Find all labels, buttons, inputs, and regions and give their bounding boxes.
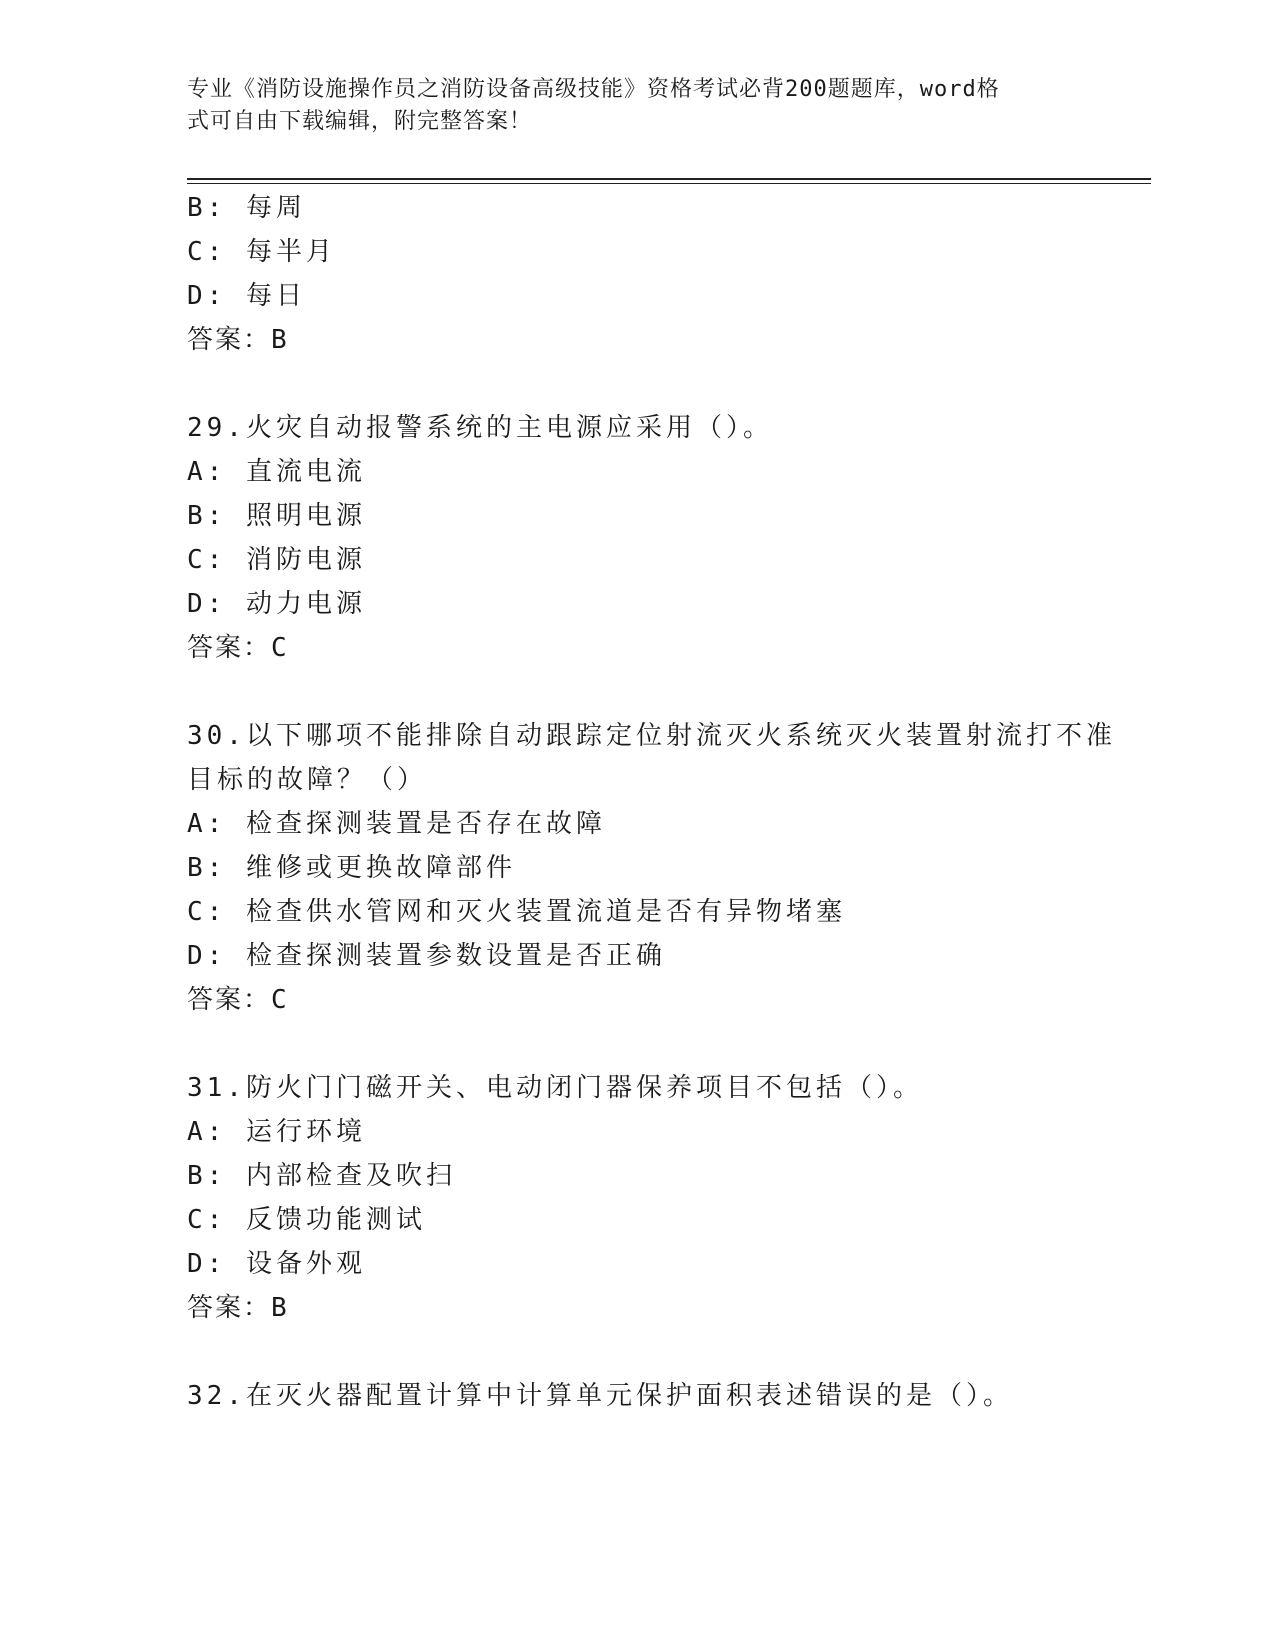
header-rule-thick xyxy=(187,178,1151,180)
option-d: D: 检查探测装置参数设置是否正确 xyxy=(187,941,666,971)
answer-line: 答案：C xyxy=(187,633,289,663)
option-a: A: 运行环境 xyxy=(187,1117,366,1147)
option-c: C: 每半月 xyxy=(187,237,336,267)
option-d: D: 每日 xyxy=(187,281,306,311)
option-d: D: 设备外观 xyxy=(187,1249,366,1279)
header-line-2: 式可自由下载编辑，附完整答案！ xyxy=(187,109,533,134)
question-31: 31.防火门门磁开关、电动闭门器保养项目不包括（）。 xyxy=(187,1073,923,1103)
option-c: C: 反馈功能测试 xyxy=(187,1205,426,1235)
option-b: B: 维修或更换故障部件 xyxy=(187,853,516,883)
document-header xyxy=(187,74,1067,138)
header-line-1: 专业《消防设施操作员之消防设备高级技能》资格考试必背200题题库，word格 xyxy=(187,77,1000,102)
option-b: B: 每周 xyxy=(187,193,306,223)
question-30: 30.以下哪项不能排除自动跟踪定位射流灭火系统灭火装置射流打不准 xyxy=(187,721,1116,751)
header-rule-thin xyxy=(187,183,1151,184)
option-d: D: 动力电源 xyxy=(187,589,366,619)
option-c: C: 消防电源 xyxy=(187,545,366,575)
answer-line: 答案：B xyxy=(187,325,289,355)
answer-line: 答案：C xyxy=(187,985,289,1015)
answer-line: 答案：B xyxy=(187,1293,289,1323)
option-c: C: 检查供水管网和灭火装置流道是否有异物堵塞 xyxy=(187,897,846,927)
option-a: A: 检查探测装置是否存在故障 xyxy=(187,809,606,839)
option-a: A: 直流电流 xyxy=(187,457,366,487)
question-30-continued: 目标的故障？（） xyxy=(187,765,428,795)
question-29: 29.火灾自动报警系统的主电源应采用（）。 xyxy=(187,413,773,443)
question-32: 32.在灭火器配置计算中计算单元保护面积表述错误的是（）。 xyxy=(187,1381,1013,1411)
option-b: B: 照明电源 xyxy=(187,501,366,531)
option-b: B: 内部检查及吹扫 xyxy=(187,1161,456,1191)
